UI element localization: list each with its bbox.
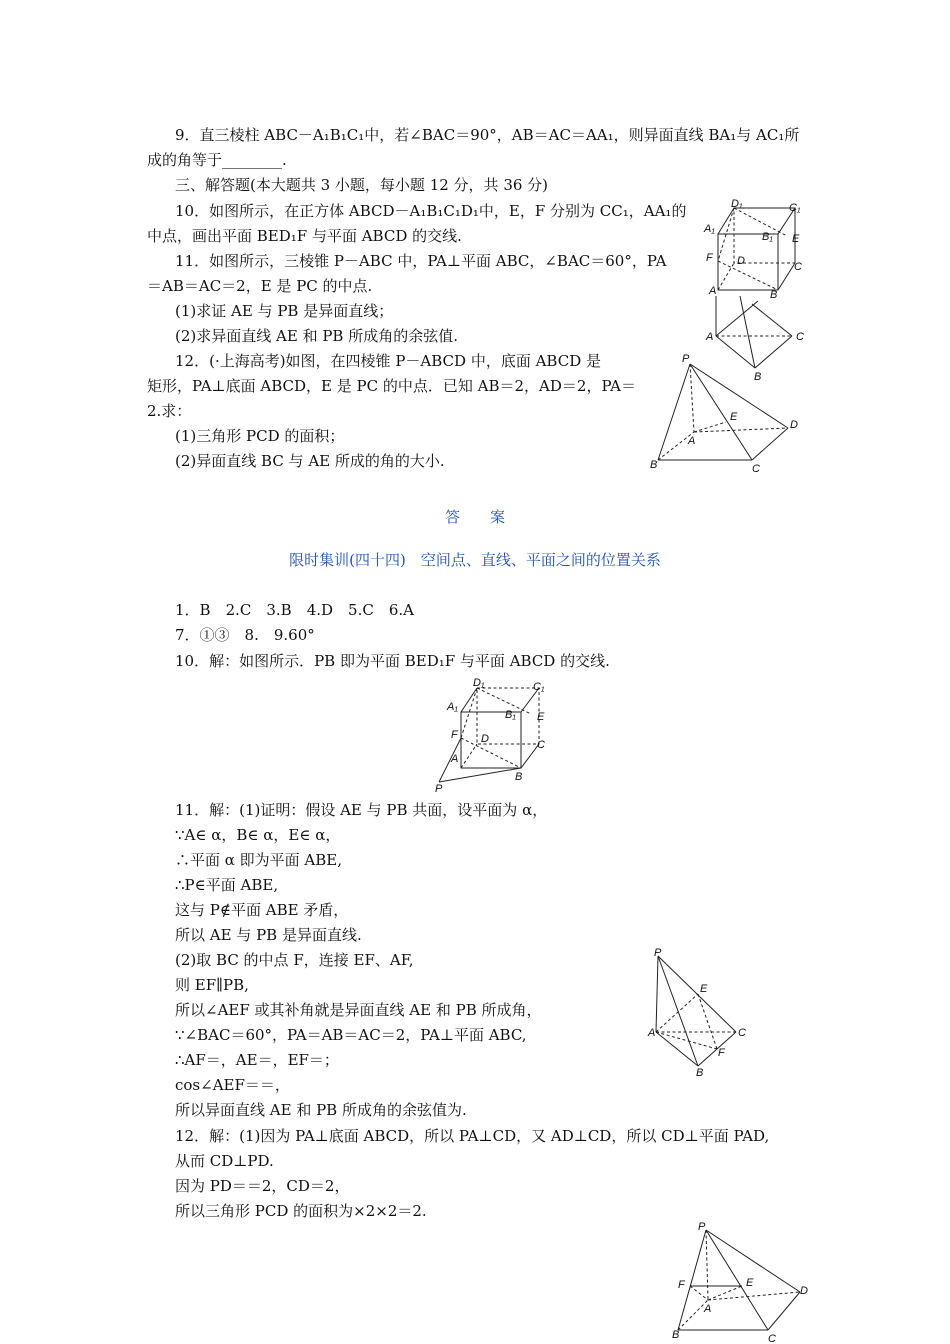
tetra1-label-b: B bbox=[754, 371, 762, 383]
answer-11-line-1: 11．解：(1)证明：假设 AE 与 PB 共面，设平面为 α， bbox=[175, 801, 548, 819]
tetra2-label-p: P bbox=[654, 947, 662, 959]
pyramid2-label-p: P bbox=[698, 1221, 706, 1233]
cube2-label-b: B bbox=[515, 771, 523, 783]
cube1-label-b: B bbox=[770, 289, 778, 301]
answer-11-line-9: 所以∠AEF 或其补角就是异面直线 AE 和 PB 所成角， bbox=[175, 1001, 542, 1019]
q12-line-1: 12．(·上海高考)如图，在四棱锥 P－ABCD 中，底面 ABCD 是 bbox=[175, 352, 602, 370]
q11-line-2: ＝AB＝AC＝2，E 是 PC 的中点. bbox=[147, 277, 373, 295]
answer-11-line-6: 所以 AE 与 PB 是异面直线. bbox=[175, 926, 362, 944]
pyramid1-label-b: B bbox=[650, 459, 658, 471]
pyramid-figure-a12 bbox=[672, 1221, 812, 1344]
cube1-label-e: E bbox=[792, 233, 800, 245]
cube2-label-b1: B₁ bbox=[505, 709, 516, 721]
answer-11-line-2: ∵A∈ α，B∈ α，E∈ α， bbox=[175, 826, 341, 844]
cube1-label-a1: A₁ bbox=[704, 223, 715, 235]
cube2-label-p: P bbox=[435, 783, 443, 795]
tetra2-label-b: B bbox=[696, 1067, 704, 1079]
q11-line-1: 11．如图所示，三棱锥 P－ABC 中，PA⊥平面 ABC，∠BAC＝60°，PA bbox=[175, 252, 667, 270]
answer-11-line-7: (2)取 BC 的中点 F，连接 EF、AF, bbox=[175, 951, 414, 969]
q9-line-1: 9．直三棱柱 ABC－A₁B₁C₁中，若∠BAC＝90°，AB＝AC＝AA₁，则异面直线 BA₁与 AC₁所 bbox=[175, 126, 800, 144]
cube1-label-d1: D₁ bbox=[731, 198, 743, 210]
answer-11-line-3: ∴平面 α 即为平面 ABE, bbox=[175, 851, 343, 869]
cube1-label-c1: C₁ bbox=[789, 202, 801, 214]
pyramid1-label-c: C bbox=[752, 463, 760, 475]
cube2-label-f: F bbox=[451, 729, 458, 741]
pyramid2-label-c: C bbox=[768, 1333, 776, 1344]
pyramid-figure-q12 bbox=[648, 352, 798, 475]
cube2-label-c1: C₁ bbox=[533, 681, 545, 693]
answer-11-line-12: cos∠AEF＝＝， bbox=[175, 1076, 290, 1094]
q11-sub-2: (2)求异面直线 AE 和 PB 所成角的余弦值. bbox=[175, 327, 458, 345]
q10-line-2: 中点，画出平面 BED₁F 与平面 ABCD 的交线. bbox=[147, 227, 462, 245]
q10-line-1: 10．如图所示，在正方体 ABCD－A₁B₁C₁D₁中，E，F 分别为 CC₁，AA₁的 bbox=[175, 202, 687, 220]
answer-12-line-4: 所以三角形 PCD 的面积为×2×2＝2. bbox=[175, 1202, 427, 1220]
pyramid2-label-b: B bbox=[672, 1329, 680, 1341]
section-3-heading: 三、解答题(本大题共 3 小题，每小题 12 分，共 36 分) bbox=[175, 176, 549, 194]
tetra2-label-e: E bbox=[700, 983, 708, 995]
answer-11-line-4: ∴P∈平面 ABE, bbox=[175, 876, 279, 894]
cube2-label-c: C bbox=[537, 739, 545, 751]
answer-11-line-11: ∴AF＝，AE＝，EF＝； bbox=[175, 1051, 339, 1069]
cube2-label-d1: D₁ bbox=[473, 677, 485, 689]
pyramid1-label-d: D bbox=[790, 419, 798, 431]
answer-12-line-3: 因为 PD＝＝2，CD＝2， bbox=[175, 1177, 350, 1195]
cube1-label-b1: B₁ bbox=[762, 231, 773, 243]
answer-line-2: 7．①③ 8. 9.60° bbox=[175, 626, 315, 644]
tetra2-label-a: A bbox=[648, 1027, 656, 1039]
cube1-label-d: D bbox=[737, 255, 745, 267]
cube2-label-a1: A₁ bbox=[447, 701, 458, 713]
answer-11-line-10: ∵∠BAC＝60°，PA＝AB＝AC＝2，PA⊥平面 ABC, bbox=[175, 1026, 527, 1044]
answers-heading: 答 案 bbox=[444, 508, 505, 526]
pyramid2-label-f: F bbox=[678, 1279, 685, 1291]
q12-line-3: 2.求： bbox=[147, 402, 192, 420]
tetra1-label-a: A bbox=[706, 331, 714, 343]
tetra1-label-c: C bbox=[796, 331, 804, 343]
cube2-label-e: E bbox=[537, 711, 545, 723]
pyramid1-label-a: A bbox=[688, 435, 696, 447]
q9-line-2: 成的角等于________. bbox=[147, 151, 287, 169]
pyramid2-label-d: D bbox=[800, 1285, 808, 1297]
tetra2-label-c: C bbox=[738, 1027, 746, 1039]
cube1-label-a: A bbox=[709, 285, 717, 297]
tetra2-label-f: F bbox=[718, 1047, 725, 1059]
cube1-label-f: F bbox=[706, 252, 713, 264]
q12-sub-2: (2)异面直线 BC 与 AE 所成的角的大小. bbox=[175, 452, 445, 470]
pyramid2-label-e: E bbox=[746, 1277, 754, 1289]
cube-figure-q10 bbox=[700, 198, 810, 301]
pyramid1-label-p: P bbox=[682, 353, 690, 365]
cube-figure-a10 bbox=[435, 676, 555, 796]
answer-11-line-13: 所以异面直线 AE 和 PB 所成角的余弦值为. bbox=[175, 1101, 467, 1119]
answer-12-line-2: 从而 CD⊥PD. bbox=[175, 1152, 274, 1170]
pyramid2-label-a: A bbox=[704, 1303, 712, 1315]
tetrahedron-figure-a11 bbox=[648, 948, 758, 1078]
answer-12-line-1: 12．解：(1)因为 PA⊥底面 ABCD，所以 PA⊥CD，又 AD⊥CD，所以 CD⊥平面 PAD, bbox=[175, 1127, 770, 1145]
answer-10: 10．解：如图所示．PB 即为平面 BED₁F 与平面 ABCD 的交线. bbox=[175, 652, 610, 670]
answer-line-1: 1．B 2.C 3.B 4.D 5.C 6.A bbox=[175, 601, 414, 619]
answers-subheading: 限时集训(四十四) 空间点、直线、平面之间的位置关系 bbox=[289, 551, 661, 569]
pyramid1-label-e: E bbox=[730, 411, 738, 423]
q12-line-2: 矩形，PA⊥底面 ABCD，E 是 PC 的中点．已知 AB＝2，AD＝2，PA＝ bbox=[147, 377, 637, 395]
cube2-label-a: A bbox=[451, 753, 459, 765]
answer-11-line-8: 则 EF∥PB, bbox=[175, 976, 249, 994]
cube1-label-c: C bbox=[794, 261, 802, 273]
cube2-label-d: D bbox=[481, 733, 489, 745]
q12-sub-1: (1)三角形 PCD 的面积； bbox=[175, 427, 345, 445]
answer-11-line-5: 这与 P∉平面 ABE 矛盾， bbox=[175, 901, 349, 919]
q11-sub-1: (1)求证 AE 与 PB 是异面直线； bbox=[175, 302, 394, 320]
